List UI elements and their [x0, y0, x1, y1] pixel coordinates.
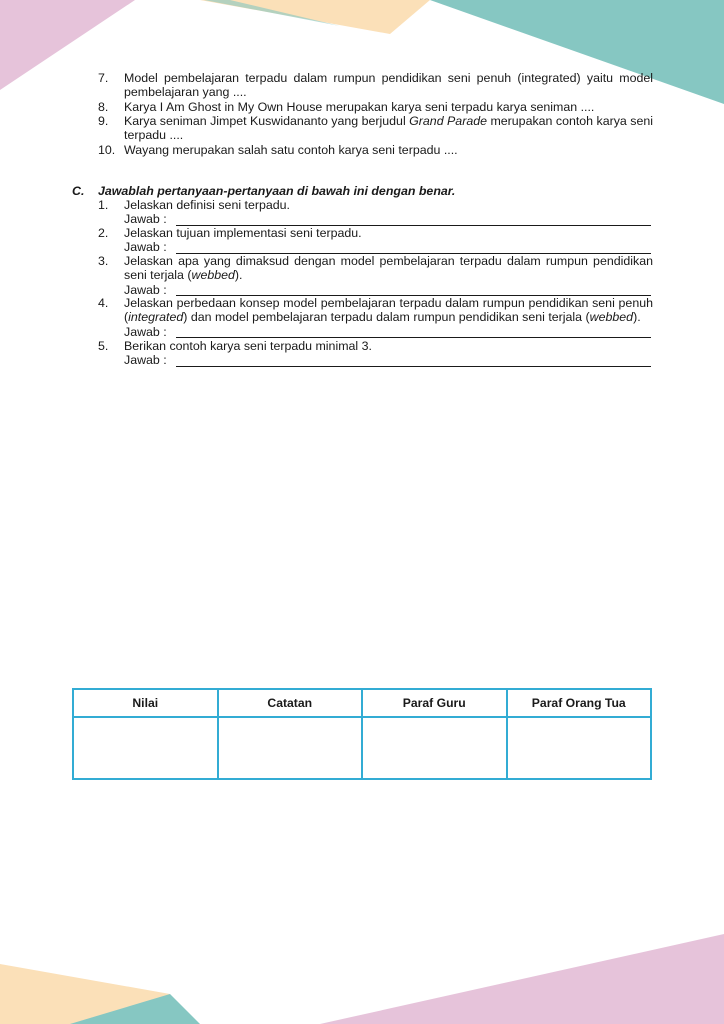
question-number: 1.	[98, 198, 109, 212]
list-item	[98, 71, 653, 100]
essay-question	[98, 296, 653, 339]
answer-label: Jawab :	[124, 282, 167, 297]
item-number: 8.	[98, 100, 109, 114]
item-text: Karya I Am Ghost in My Own House merupakan karya seni terpadu karya seniman ....	[124, 100, 595, 114]
question-number: 3.	[98, 254, 109, 268]
paraf-guru-cell[interactable]	[362, 717, 507, 779]
item-text: Model pembelajaran terpadu dalam rumpun pendidikan seni penuh (integrated) yaitu model pembelajaran yang ....	[124, 71, 653, 100]
answer-label: Jawab :	[124, 212, 167, 227]
question-number: 5.	[98, 339, 109, 353]
question-number: 4.	[98, 296, 109, 310]
answer-row[interactable]	[124, 240, 653, 254]
grade-table-header-row	[73, 689, 651, 717]
list-item	[98, 143, 653, 157]
nilai-cell[interactable]	[73, 717, 218, 779]
grade-table-entry-row	[73, 717, 651, 779]
section-letter: C.	[72, 184, 85, 198]
header-paraf-guru: Paraf Guru	[362, 689, 507, 717]
question-number: 2.	[98, 226, 109, 240]
answer-row[interactable]	[124, 353, 653, 367]
answer-row[interactable]	[124, 325, 653, 339]
item-number: 10.	[98, 143, 116, 157]
question-text: Jelaskan definisi seni terpadu.	[124, 198, 290, 212]
question-text: Jelaskan apa yang dimaksud dengan model pembelajaran terpadu dalam rumpun pendidikan seni terjala (webbed).	[124, 254, 653, 283]
answer-line[interactable]	[176, 366, 651, 367]
section-title: Jawablah pertanyaan-pertanyaan di bawah ini dengan benar.	[98, 184, 456, 198]
essay-question	[98, 339, 653, 368]
bottom-right-pink-shape	[320, 934, 724, 1024]
question-text: Jelaskan tujuan implementasi seni terpadu.	[124, 226, 362, 240]
item-text: Karya seniman Jimpet Kuswidananto yang berjudul Grand Parade merupakan contoh karya seni terpadu ....	[124, 114, 653, 143]
catatan-cell[interactable]	[218, 717, 363, 779]
header-nilai: Nilai	[73, 689, 218, 717]
grade-table	[72, 688, 652, 780]
list-item	[98, 114, 653, 143]
header-catatan: Catatan	[218, 689, 363, 717]
item-text: Wayang merupakan salah satu contoh karya seni terpadu ....	[124, 143, 458, 157]
answer-row[interactable]	[124, 212, 653, 226]
paraf-orang-tua-cell[interactable]	[507, 717, 652, 779]
answer-label: Jawab :	[124, 353, 167, 368]
question-text: Berikan contoh karya seni terpadu minimal 3.	[124, 339, 372, 353]
item-number: 7.	[98, 71, 109, 85]
essay-question	[98, 254, 653, 297]
header-paraf-orang-tua: Paraf Orang Tua	[507, 689, 652, 717]
essay-question	[98, 226, 653, 255]
item-number: 9.	[98, 114, 109, 128]
list-item	[98, 100, 653, 114]
answer-label: Jawab :	[124, 324, 167, 339]
essay-question	[98, 198, 653, 227]
question-text: Jelaskan perbedaan konsep model pembelajaran terpadu dalam rumpun pendidikan seni penuh (integrated) dan model pembelajaran terpadu dalam rumpun pendidikan seni terjala (webbed).	[124, 296, 653, 325]
answer-label: Jawab :	[124, 240, 167, 255]
